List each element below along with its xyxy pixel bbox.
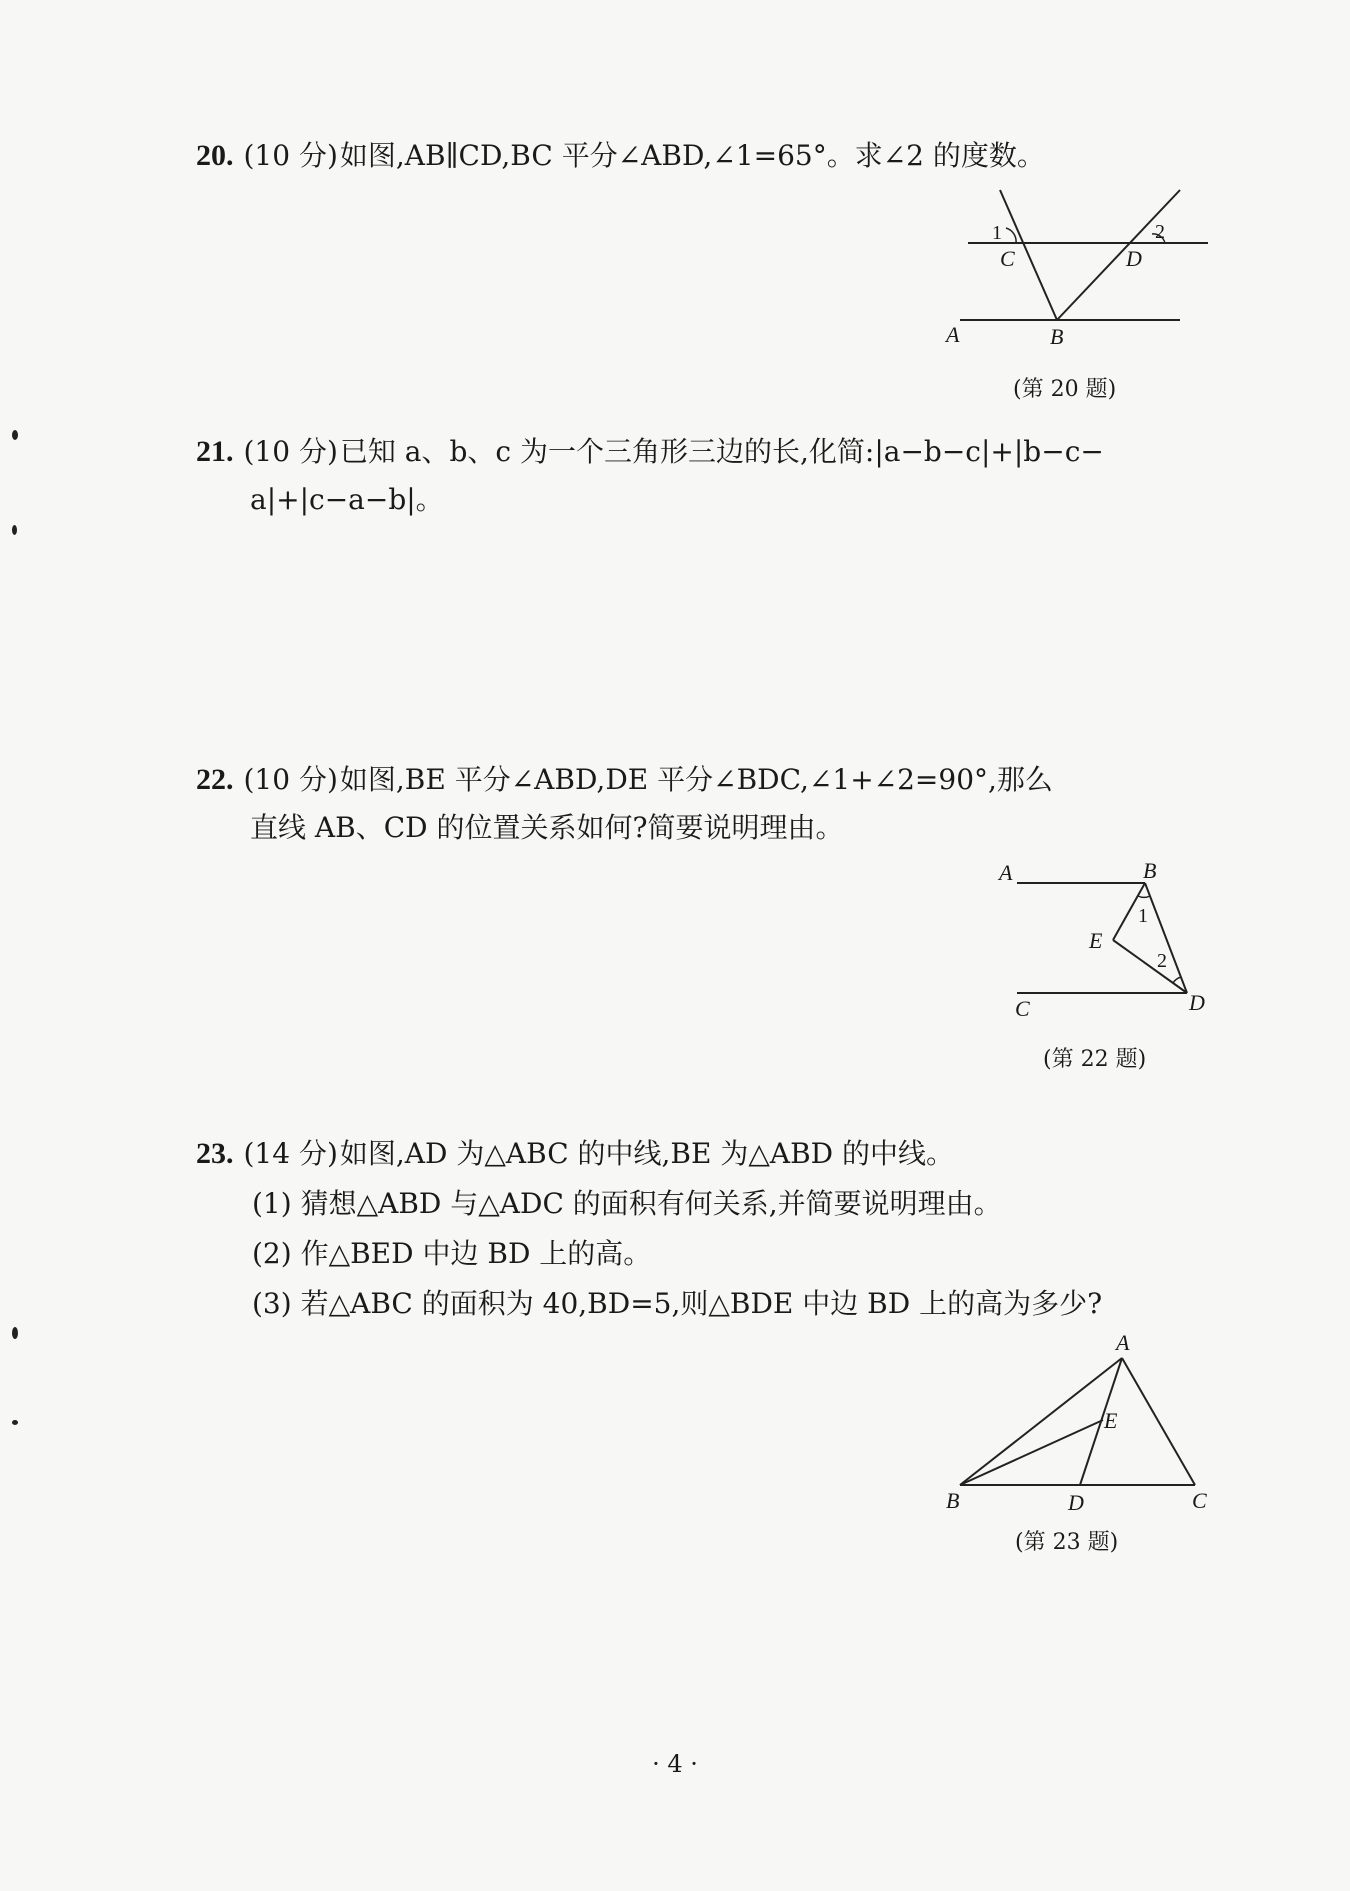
question-number: 23.	[196, 1137, 234, 1170]
figure-22-diagram	[995, 850, 1235, 1020]
question-20	[196, 132, 1210, 180]
question-text-continued: 直线 AB、CD 的位置关系如何?简要说明理由。	[250, 811, 844, 844]
figure-20-diagram	[940, 180, 1240, 360]
question-23	[196, 1130, 1210, 1328]
label-c: C	[1015, 996, 1030, 1021]
line-bd	[1057, 190, 1180, 320]
label-angle-1: 1	[1138, 905, 1148, 927]
margin-mark	[12, 430, 18, 440]
segment-ac	[1122, 1358, 1195, 1485]
label-b: B	[946, 1488, 960, 1513]
label-angle-2: 2	[1157, 950, 1167, 972]
label-e: E	[1089, 928, 1103, 953]
margin-mark	[12, 1327, 18, 1339]
caption-23: (第 23 题)	[1015, 1530, 1119, 1555]
label-b: B	[1050, 324, 1064, 349]
sub-question-1: (1) 猜想△ABD 与△ADC 的面积有何关系,并简要说明理由。	[252, 1187, 1002, 1220]
label-a: A	[999, 860, 1013, 885]
label-d: D	[1068, 1490, 1084, 1515]
question-22	[196, 756, 1210, 852]
angle-1-arc	[1006, 228, 1016, 243]
question-points: (10 分)	[243, 435, 338, 468]
angle-1-arc	[1138, 896, 1150, 897]
question-text: 已知 a、b、c 为一个三角形三边的长,化简:|a−b−c|+|b−c−	[339, 435, 1104, 468]
caption-22: (第 22 题)	[1043, 1047, 1147, 1072]
question-points: (10 分)	[243, 139, 338, 172]
margin-mark	[12, 1420, 18, 1425]
figure-23	[940, 1330, 1220, 1534]
sub-question-3: (3) 若△ABC 的面积为 40,BD=5,则△BDE 中边 BD 上的高为多少?	[252, 1287, 1103, 1320]
question-text: 如图,BE 平分∠ABD,DE 平分∠BDC,∠1+∠2=90°,那么	[339, 763, 1053, 796]
label-c: C	[1000, 246, 1015, 271]
label-e: E	[1104, 1408, 1118, 1433]
question-text-continued: a|+|c−a−b|。	[250, 483, 444, 516]
question-number: 21.	[196, 435, 234, 468]
question-number: 22.	[196, 763, 234, 796]
angle-2-arc	[1173, 977, 1181, 983]
question-points: (14 分)	[243, 1137, 338, 1170]
page-number: · 4 ·	[652, 1750, 698, 1778]
label-a: A	[946, 322, 960, 347]
label-d: D	[1189, 990, 1205, 1015]
question-text: 如图,AB∥CD,BC 平分∠ABD,∠1=65°。求∠2 的度数。	[339, 139, 1045, 172]
question-text: 如图,AD 为△ABC 的中线,BE 为△ABD 的中线。	[339, 1137, 955, 1170]
figure-23-diagram	[940, 1330, 1220, 1530]
label-a: A	[1116, 1330, 1130, 1355]
label-c: C	[1192, 1488, 1207, 1513]
question-points: (10 分)	[243, 763, 338, 796]
question-number: 20.	[196, 139, 234, 172]
caption-20: (第 20 题)	[1013, 377, 1117, 402]
label-angle-1: 1	[992, 222, 1002, 244]
figure-22	[995, 850, 1235, 1024]
question-21	[196, 428, 1210, 524]
figure-20	[940, 180, 1240, 364]
sub-question-2: (2) 作△BED 中边 BD 上的高。	[252, 1237, 652, 1270]
label-d: D	[1126, 246, 1142, 271]
label-b: B	[1143, 858, 1157, 883]
margin-mark	[12, 525, 17, 535]
label-angle-2: 2	[1155, 221, 1165, 243]
